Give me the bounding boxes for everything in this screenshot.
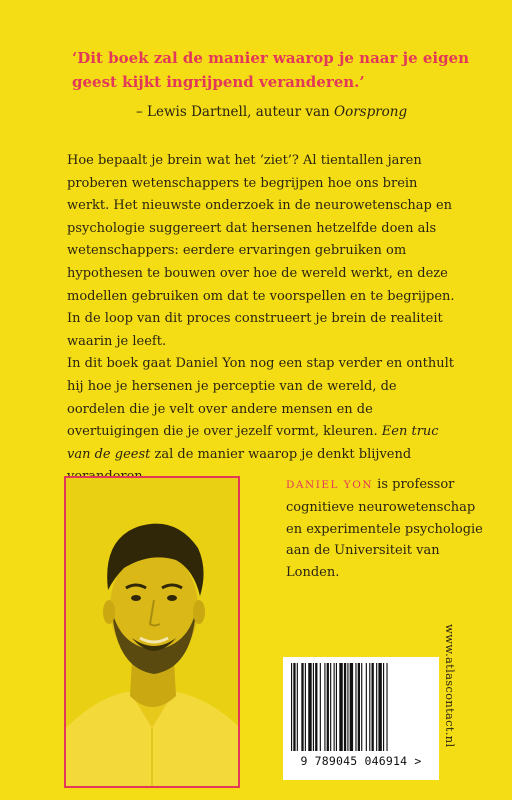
barcode-bar	[324, 663, 325, 751]
blurb-paragraph-1: Hoe bepaalt je brein wat het ‘ziet’? Al tientallen jaren proberen wetenschappers te begrijpen hoe ons brein werkt. Het nieuwste onderzoek in de neurowetenschap en psychologie suggereert dat hersenen hetzelfde doen als wetenschappers: eerdere ervaringen gebruiken om hypothesen te bouwen over hoe de wereld werkt, en deze modellen gebruiken om dat te voorspellen en te begrijpen. In de loop van dit proces construeert je brein de realiteit waarin je leeft.	[67, 153, 455, 349]
author-photo	[64, 476, 240, 788]
attribution-work-title: Oorsprong	[334, 104, 408, 120]
barcode-bar	[386, 663, 387, 751]
barcode-bar	[330, 663, 331, 751]
blurb-paragraph-2-start: In dit boek gaat Daniel Yon nog een stap verder en onthult hij hoe je hersenen je perceptie van de wereld, de oordelen die je velt over andere mensen en de overtuigingen die je over jezelf vormt, kleuren.	[67, 356, 454, 440]
publisher-url: www.atlascontact.nl	[443, 624, 457, 748]
cover-quote: ‘Dit boek zal de manier waarop je naar je eigen geest kijkt ingrijpend veranderen.’	[72, 49, 470, 91]
barcode-bar	[361, 663, 362, 751]
blurb	[67, 150, 457, 489]
barcode-bar	[369, 663, 370, 751]
blurb-paragraph-2	[67, 353, 457, 489]
barcode-bar	[334, 663, 335, 751]
barcode-bar	[297, 663, 298, 751]
barcode-bar	[372, 663, 374, 751]
barcode-bar	[378, 663, 381, 751]
barcode-bars	[291, 663, 431, 753]
barcode-bar	[358, 663, 360, 751]
barcode-bar	[320, 663, 321, 751]
barcode-bar	[376, 663, 377, 751]
blurb-paragraph-2-end: zal de manier waarop je denkt blijvend	[154, 446, 412, 462]
barcode-bar	[350, 663, 353, 751]
barcode-bar	[344, 663, 346, 751]
barcode-bar	[355, 663, 356, 751]
barcode-bar	[336, 663, 337, 751]
author-name: DANIEL YON	[286, 479, 374, 491]
barcode-bar	[383, 663, 384, 751]
barcode-bar	[301, 663, 303, 751]
barcode-bar	[313, 663, 314, 751]
author-bio	[286, 474, 486, 584]
quote-attribution	[136, 104, 407, 120]
barcode-bar	[293, 663, 295, 751]
isbn-number: 9 789045 046914 >	[300, 754, 422, 768]
barcode	[283, 657, 439, 780]
barcode-bar	[305, 663, 306, 751]
barcode-bar	[315, 663, 317, 751]
barcode-bar	[308, 663, 311, 751]
book-title-inline: Een truc van de geest	[67, 424, 439, 462]
barcode-bar	[347, 663, 348, 751]
barcode-bar	[366, 663, 367, 751]
barcode-bar	[327, 663, 329, 751]
barcode-bar	[291, 663, 292, 751]
author-bio-text: is professor cognitieve neurowetenschap en experimentele psychologie aan de Universiteit van Londen.	[286, 477, 483, 581]
barcode-bar	[339, 663, 342, 751]
attribution-author: – Lewis Dartnell, auteur van	[136, 104, 334, 120]
author-portrait-illustration	[66, 478, 238, 786]
